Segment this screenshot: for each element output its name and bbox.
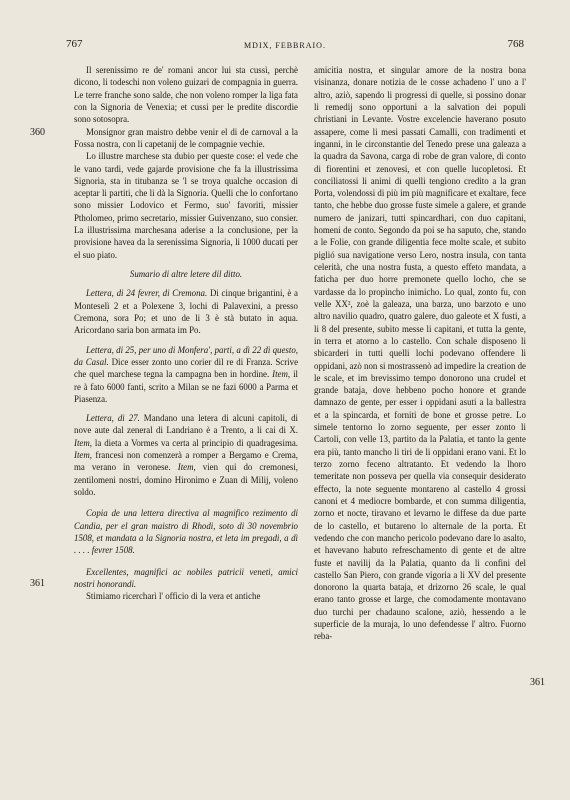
paragraph: amicitia nostra, et singular amore de la nostra bona visinanza, donare notizia de le cosse achadeno l' uno a l' altro, aziò, sapendo li progressi di quelle, si possino donar li remedij sono opportuni a la salvation dei populi christiani in Levante. Vostre excelencie haverano posuto assapere, come li mesi passati Camalli, con tradimenti et inganni, in le circonstantie del Tenedo prese una galeaza a la quadra da Savona, carga di robe de gran valore, di conto di fiorentini et zenovesi, et con quelle lucopletosi. Et conciliatossi li animi di quelli tengiono credito a la gran Porta, volendossi di più im più magnificare et exaltare, fece tanto, che hebbe duo grosse fuste simele a galere, et grande numero de janizari, tutti spincardhari, con duo capitani, homeni de conto. Segondo da poi se ha saputo, che, stando a le Folie, con grande diligentia fece molte scale, et subito piglió sua navigatione verso Lero, nostra insula, con tanta celerità, che una nostra fusta, a questo effeto mandata, a faticha per duo horre premonete quello locho, che se vardasse da lo propincho inimicho. Lo qual, zonto fu, con velle XX², zoè la galeaza, una barza, uno barzoto e uno altro navilio quadro, quatro galere, duo galeote et X fusti, a li 8 del presente, subito messe li capitani, et tutta la gente, in terra et atorno a lo castello. Con schale disposeno li sbicarderi in tutti quelli lochi podevano offendere li oppidani, azò non si mostrassenò ad impedire la creation de le scale, et im brevissimo tempo donorono una crudel et grande bataja, dove hebbeno pocho honore et grande damnazo de gente, per esser i oppidani asuti a la ballestra et a la spincarda, et forniti de bone et grosse petre. Lo simele tentorno lo zorno seguente, per esser zonto li Cartoli, con velle 13, partito da la Palatia, et tanto la gente era più, tanto mancho li tiri de li oppidani erano vani. Et lo terzo zorno feceno altratanto. Et vedendo la lhoro temeritate non posseva per quella via consequir desiderato effecto, la note seguente montareno al castello 4 grossi canoni et 4 mediocre bombarde, et con summa diligentia, zorno et nocte, tiravano et levarno le diffese da due parte de lo castello, et butareno lo alternale de la porta. Et vedendo che con mancho pericolo podevano dare lo asalto, et havevano habuto refreschamento di gente et de altre fuste et navilij da la Palatia, quanto da li confini del castello San Piero, con grande vigoria a li XV del presente donorono la quarta bataja, et drizorno 26 scale, le qual erano tanto grosse et large, che comodamente montavano duo turchi per chadauno scalone, aziò, hessendo a le superficie de la muraja, lo uno defendesse l' altro. Fuorno reba-: [314, 65, 526, 642]
paragraph: Il serenissimo re de' romani ancor lui sta cussì, perchè dicono, li todeschi non voleno guizari de compagnia in guerra. Le terre franche sono salde, che non voleno romper la liga fata con la Signoria de Venexia; et cussi per le predite discordie sono sotosopra.: [74, 65, 298, 125]
margin-number-361-left: 361: [30, 578, 45, 589]
letter-entry: Lettera, di 25, per uno di Monfera', parti, a dì 22 di questo, da Casal. Dice esser zonto uno corier dil re di Franza. Scrive che quel marchese tegna la campagna ben in hordine. Item, il re à fato 6000 fanti, scrito a Milan se ne fazi 6000 a Parma et Piasenza.: [74, 344, 299, 404]
letter-entry: Lettera, di 27. Mandano una letera di alcuni capitoli, di nove aute dal zeneral di Landriano è a Trento, a li cai di X. Item, la dieta a Vormes va certa al principio di quadragesima. Item, francesi non comenzerà a romper a Bergamo e Crema, ma verano in veronese. Item, vien qui do cremonesi, zentilomeni nostri, domino Hironimo e Zuan di Milij, voleno soldo.: [74, 413, 299, 497]
salutation: Excellentes, magnifici ac nobiles patricii veneti, amici nostri honorandi.: [74, 566, 298, 589]
letter-entry: Lettera, di 24 fevrer, di Cremona. Di cinque brigantini, è a Monteselì 2 et a Polexene 3, lochi di Palavexini, a presso Cremona, sora Po; et uno de li 3 è stà butato in aqua. Aricordano saria bon armata im Po.: [74, 288, 298, 336]
letter-heading: Lettera, di 24 fevrer, di Cremona.: [86, 288, 208, 299]
left-page-number: 767: [66, 38, 83, 50]
right-page-number: 768: [507, 38, 524, 50]
letter-copy-title: Copia de una lettera directiva al magnifico rezimento di Candia, per el gran maistro di Rhodi, soto di 30 novembrio 1508, et mandata a la Signoria nostra, et leta im pregadi, a dì . . . . fevrer 1508.: [74, 508, 298, 556]
margin-number-361-right: 361: [530, 677, 545, 688]
running-title: MDIX, FEBBRAIO.: [244, 41, 326, 50]
paragraph: Stimiamo ricercharì l' officio di la vera et antiche: [86, 591, 261, 602]
margin-number-360: 360: [30, 127, 45, 138]
right-column: [314, 64, 526, 643]
section-heading: Sumario di altre letere dil ditto.: [129, 269, 243, 279]
paragraph: Monsignor gran maistro debbe venir el di de carnoval a la Fossa nostra, con li capetanij de le compagnie vechie.: [74, 126, 298, 149]
letter-heading: Lettera, di 25, per uno di Monfera', parti, a dì 22 di questo, da Casal.: [74, 344, 298, 367]
left-column: [74, 64, 298, 603]
letter-heading: Lettera, di 27.: [86, 413, 140, 424]
paragraph: Lo illustre marchese sta dubio per queste cose: el vede che le vano tardi, vede gajarde provisione che fa la illustrissima Signoria, sta in titubanza se 'l se troya qualche occasion di aceptar li partiti, che li dà la Signoria. Quelli che lo confortano sono missier Lodovico et Fermo, suo' favoriti, missier Ptholomeo, primo secretario, missier Guivenzano, suo consier. La illustrissima marchesana aderise a la conclusione, per la provisione havea da la serenissima Signoria, li 1000 ducati per el suo piato.: [74, 151, 298, 260]
